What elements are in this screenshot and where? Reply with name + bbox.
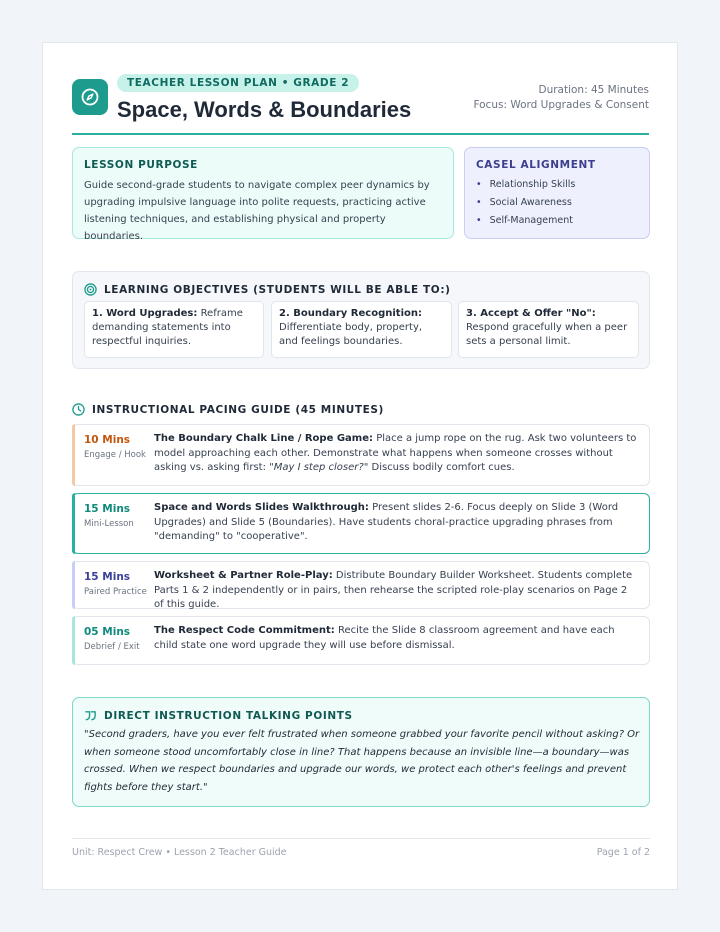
pacing-phase: Engage / Hook [84, 450, 146, 460]
footer-unit-label: Unit: Respect Crew • Lesson 2 Teacher Guide [72, 847, 287, 858]
pacing-phase: Mini-Lesson [84, 519, 134, 529]
focus-text: Focus: Word Upgrades & Consent [473, 99, 649, 111]
activity-title: The Respect Code Commitment: [154, 625, 335, 636]
casel-heading: CASEL ALIGNMENT [476, 159, 596, 171]
pacing-minutes: 15 Mins [84, 571, 131, 583]
lesson-purpose-text: Guide second-grade students to navigate complex peer dynamics by upgrading impulsive language into polite requests, practicing active listening techniques, and establishing physical and property boundaries. [84, 180, 430, 242]
lesson-plan-page [42, 42, 678, 890]
row-accent-bar [72, 616, 75, 665]
talking-points-heading-text: DIRECT INSTRUCTION TALKING POINTS [104, 709, 353, 722]
casel-item: • Self-Management [476, 212, 575, 230]
row-accent-bar [72, 561, 75, 609]
activity-text: Place a jump rope on the rug. Ask two volunteers to model approaching each other. Demonstrate what happens when someone crosses without asking vs. asking first: [154, 433, 637, 473]
objective-text: Respond gracefully when a peer sets a personal limit. [466, 322, 628, 347]
lesson-purpose-card [72, 147, 454, 242]
activity-text: Present slides 2-6. Focus deeply on Slide 3 (Word Upgrades) and Slide 5 (Boundaries). Have students choral-practice upgrading phrases from "demanding" to "cooperative". [154, 502, 619, 542]
pacing-row [72, 616, 650, 665]
pacing-minutes: 10 Mins [84, 434, 131, 446]
pacing-description [154, 624, 640, 653]
talking-points-text: "Second graders, have you ever felt frustrated when someone grabbed your favorite pencil without asking? Or when someone stood uncomfortably close in line? That happens because an invisible line—a boundary—was crossed. When we respect boundaries and upgrade our words, we protect each other's feelings and prevent fights before they start." [84, 729, 640, 793]
row-accent-bar [72, 493, 75, 554]
duration-text: Duration: 45 Minutes [538, 84, 649, 96]
pacing-row [72, 424, 650, 486]
pacing-heading-text: INSTRUCTIONAL PACING GUIDE (45 MINUTES) [92, 403, 384, 416]
casel-item: • Social Awareness [476, 194, 575, 212]
learning-objectives-card [72, 271, 650, 369]
activity-title: Worksheet & Partner Role-Play: [154, 570, 333, 581]
clock-icon [72, 403, 85, 416]
pacing-description [154, 569, 640, 613]
pacing-row-highlighted [72, 493, 650, 554]
activity-title: The Boundary Chalk Line / Rope Game: [154, 433, 374, 444]
objectives-heading-text: LEARNING OBJECTIVES (STUDENTS WILL BE ABLE TO:) [104, 283, 451, 296]
pacing-row [72, 561, 650, 609]
pacing-minutes: 15 Mins [84, 503, 131, 515]
talking-points-card [72, 697, 650, 807]
objective-text: Differentiate body, property, and feelings boundaries. [279, 322, 423, 347]
pacing-heading [72, 403, 384, 416]
header [72, 73, 649, 135]
casel-alignment-card [464, 147, 650, 239]
pacing-phase: Debrief / Exit [84, 642, 140, 652]
target-icon [84, 283, 97, 296]
pacing-phase: Paired Practice [84, 587, 147, 597]
grade-badge: TEACHER LESSON PLAN • GRADE 2 [117, 74, 359, 92]
objective-title: 1. Word Upgrades: [92, 308, 198, 319]
activity-text: Recite the Slide 8 classroom agreement and have each child state one word upgrade they will use before dismissal. [154, 625, 615, 651]
objective-item [458, 301, 639, 358]
objective-text: Reframe demanding statements into respectful inquiries. [92, 308, 243, 347]
objective-title: 3. Accept & Offer "No": [466, 308, 596, 319]
activity-quote: "May I step closer?" [269, 462, 369, 473]
activity-text: Distribute Boundary Builder Worksheet. Students complete Parts 1 & 2 independently or in pairs, then rehearse the scripted role-play scenarios on Page 2 of this guide. [154, 570, 633, 610]
activity-text-tail: Discuss bodily comfort cues. [371, 462, 515, 473]
compass-icon [72, 79, 108, 115]
row-accent-bar [72, 424, 75, 486]
lesson-meta [473, 83, 649, 113]
pacing-description [154, 432, 640, 476]
casel-list [476, 176, 575, 230]
lesson-purpose-heading: LESSON PURPOSE [84, 159, 198, 171]
pacing-description [154, 501, 640, 545]
page-footer [72, 838, 650, 858]
quote-icon [84, 709, 97, 722]
talking-points-heading [84, 709, 353, 722]
objectives-heading [84, 283, 451, 296]
activity-title: Space and Words Slides Walkthrough: [154, 502, 369, 513]
pacing-minutes: 05 Mins [84, 626, 131, 638]
objective-item [84, 301, 264, 358]
page-title: Space, Words & Boundaries [117, 97, 412, 122]
page-number: Page 1 of 2 [596, 847, 650, 858]
casel-item: • Relationship Skills [476, 176, 575, 194]
objective-item [271, 301, 452, 358]
objective-title: 2. Boundary Recognition: [279, 308, 422, 319]
